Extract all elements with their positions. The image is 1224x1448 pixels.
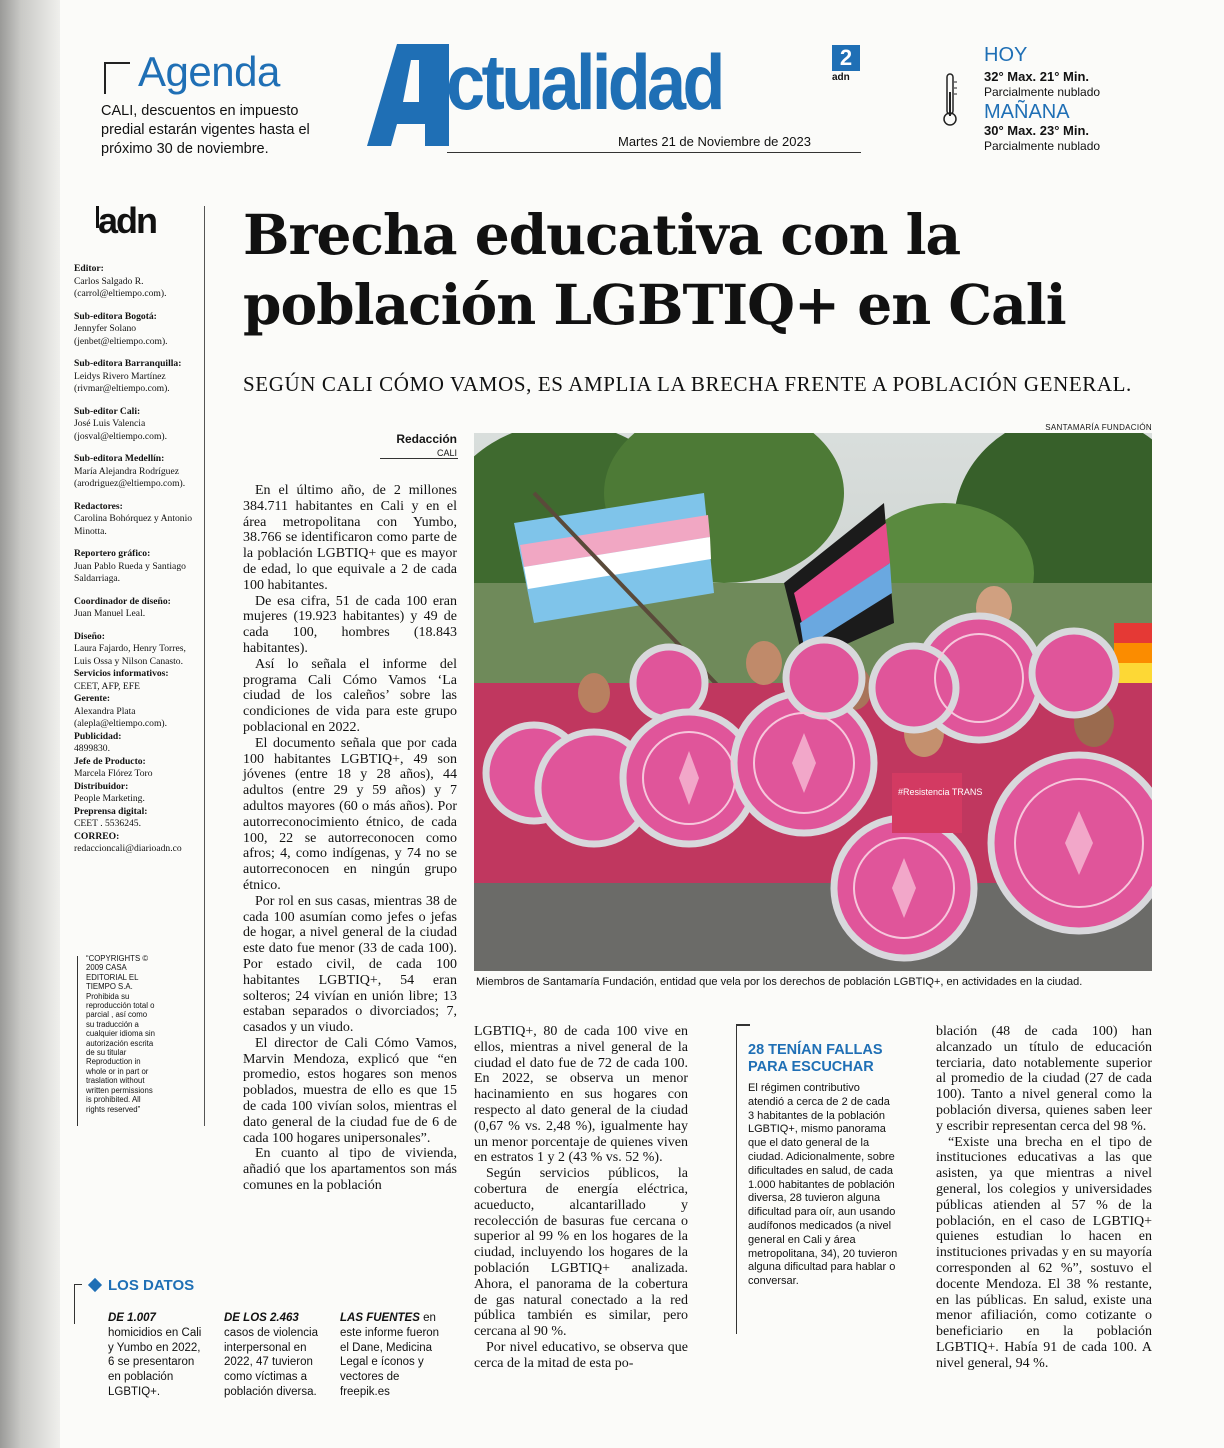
dato-text: en este informe fueron el Dane, Medicina Legal e íconos y vectores de freepik.es (340, 1312, 440, 1398)
issue-date: Martes 21 de Noviembre de 2023 (618, 134, 811, 149)
dato-lead: DE LOS 2.463 (224, 1312, 299, 1324)
article-paragraph: El director de Cali Cómo Vamos, Marvin Mendoza, explicó que “en promedio, estos hogares son menos poblados, muestra de ello es que 15 de cada 100 vivían solos, mientras el dato general de la ciudad fue de 6 de cada 100 hogares unipersonales”. (243, 1035, 457, 1146)
article-paragraph: En cuanto al tipo de vivienda, añadió que los apartamentos son más comunes en la población (243, 1146, 457, 1194)
thermometer-icon (942, 72, 958, 128)
sidebar-title: 28 TENÍAN FALLAS PARA ESCUCHAR (748, 1042, 883, 1075)
article-photo (474, 433, 1152, 971)
dato-text: casos de violencia interpersonal en 2022, 47 tuvieron como víctimas a población diversa. (224, 1326, 318, 1398)
credit-role: CORREO: (74, 830, 120, 842)
credit-role: Distribuidor: (74, 780, 129, 792)
article-subhead: SEGÚN CALI CÓMO VAMOS, ES AMPLIA LA BRECHA FRENTE A POBLACIÓN GENERAL. (243, 372, 1132, 396)
shirt-hashtag: #Resistencia TRANS (898, 787, 983, 797)
dato-item (224, 1311, 324, 1400)
photo-credit: SANTAMARÍA FUNDACIÓN (1045, 423, 1152, 432)
credit-role: Jefe de Producto: (74, 755, 146, 767)
dato-item (340, 1311, 440, 1400)
credit-entry (74, 831, 202, 856)
credit-name: Juan Pablo Rueda y Santiago Saldarriaga. (74, 560, 186, 584)
article-paragraph: Por nivel educativo, se observa que cerca de la mitad de esta po- (474, 1339, 688, 1371)
copyright-notice: “COPYRIGHTS © 2009 CASA EDITORIAL EL TIEMPO S.A. Prohibida su reproducción total o parcial , así como su traducción a cualquier idioma sin autorización escrita de su titular Reproduction in whole or in part or traslation without written permissions is prohibited. All rights reserved” (86, 954, 155, 1114)
section-title: ctualidad (446, 38, 722, 126)
credit-entry (74, 501, 202, 539)
credit-role: Preprensa digital: (74, 805, 148, 817)
credit-role: Sub-editora Medellín: (74, 453, 165, 464)
agenda-title: Agenda (138, 48, 280, 95)
credit-entry (74, 756, 202, 781)
copyright-rule (77, 956, 78, 1126)
article-paragraph: El documento señala que por cada 100 habitantes LGBTIQ+, 49 son jóvenes (entre 18 y 28 años), 44 adultos (entre 29 y 59 años) y 7 adultos mayores (60 o más años). Por autorreconocimiento étnico, de cada 100, 22 se autorreconocen como afros; 4, como indígenas, y 74 no se autorreconocen en ningún grupo étnico. (243, 735, 457, 893)
credit-entry (74, 596, 202, 621)
credit-name: Leidys Rivero Martínez (rivmar@eltiempo.com). (74, 370, 170, 394)
credit-entry (74, 631, 202, 669)
credit-name: Carolina Bohórquez y Antonio Minotta. (74, 513, 193, 537)
page-brand: adn (832, 72, 850, 83)
credit-entry (74, 453, 202, 491)
credit-name: redaccioncali@diarioadn.co (74, 843, 182, 854)
credit-name: 4899830. (74, 743, 110, 754)
credit-name: María Alejandra Rodríguez (arodriguez@eltiempo.com). (74, 465, 186, 489)
agenda-text: CALI, descuentos en impuesto predial estarán vigentes hasta el próximo 30 de noviembre. (101, 103, 310, 157)
staff-credits (74, 263, 202, 856)
datos-diamond-icon (88, 1278, 102, 1292)
credit-entry (74, 781, 202, 806)
weather-tomorrow-label: MAÑANA (984, 101, 1070, 123)
credit-name: Alexandra Plata (alepla@eltiempo.com). (74, 705, 168, 729)
sidebar-rule (736, 1024, 737, 1334)
article-paragraph: En el último año, de 2 millones 384.711 habitantes en Cali y en el área metropolitana con Yumbo, 38.766 se identificaron como parte de la población LGBTIQ+ que es mayor de edad, lo que equivale a 2 de cada 100 habitantes. (243, 483, 457, 593)
credit-role: Diseño: (74, 630, 105, 642)
credit-entry (74, 406, 202, 444)
page-number: 2 (832, 45, 860, 71)
byline-location: CALI (436, 448, 457, 458)
article-paragraph: Así lo señala el informe del programa Cali Cómo Vamos ‘La ciudad de los caleños’ sobre las condiciones de vida para este grupo poblacional en 2022. (243, 656, 457, 735)
credits-divider (204, 206, 205, 1126)
dato-lead: DE 1.007 (108, 1312, 156, 1324)
credit-name: Juan Manuel Leal. (74, 608, 146, 619)
article-paragraph: Por rol en sus casas, mientras 38 de cada 100 asumían como jefes o jefas de hogar, a nivel general de la ciudad este dato fue menor (33 de cada 100). Por estado civil, de cada 100 habitantes LGBTIQ+, 54 eran solteros; 24 vivían en unión libre; 13 estaban separados o divorciados; 7, casados y un viudo. (243, 893, 457, 1036)
dato-text: homicidios en Cali y Yumbo en 2022, 6 se presentaron en población LGBTIQ+. (108, 1326, 202, 1398)
credit-entry (74, 731, 202, 756)
credit-role: Coordinador de diseño: (74, 595, 171, 607)
weather-today-desc: Parcialmente nublado (984, 85, 1101, 99)
credit-entry (74, 806, 202, 831)
credit-name: Laura Fajardo, Henry Torres, Luis Ossa y Nilson Canasto. (74, 643, 186, 667)
credit-role: Redactores: (74, 500, 123, 512)
article-headline: Brecha educativa con la población LGBTIQ+ en Cali (243, 202, 1066, 337)
article-paragraph: blación (48 de cada 100) han alcanzado un título de educación terciaria, dato notablemente superior al promedio de la ciudad (27 de cada 100). Tanto a nivel general como la población diversa, quienes saben leer y escribir representan cerca del 98 %. (936, 1024, 1152, 1134)
credit-role: Sub-editora Barranquilla: (74, 358, 182, 369)
dato-item (108, 1311, 208, 1400)
credit-role: Sub-editora Bogotá: (74, 310, 157, 322)
credit-role: Sub-editor Cali: (74, 405, 141, 417)
credit-name: Marcela Flórez Toro (74, 768, 153, 779)
weather-tomorrow-temp: 30° Max. 23° Min. (984, 123, 1090, 138)
byline: Redacción (396, 432, 457, 446)
credit-entry (74, 311, 202, 349)
credit-entry (74, 358, 202, 396)
article-column-1 (243, 483, 457, 1194)
photo-illustration (474, 433, 1152, 971)
byline-rule (380, 458, 458, 459)
section-logo-a-icon (367, 44, 449, 146)
article-column-2 (474, 1024, 688, 1372)
photo-caption: Miembros de Santamaría Fundación, entidad que vela por los derechos de población LGBTIQ+, en actividades en la ciudad. (476, 976, 1083, 988)
article-paragraph: “Existe una brecha en el tipo de instituciones educativas a las que asisten, ya que mientras a nivel general, los colegios y universidades públicas atienden al 57 % de la población, en el caso de LGBTIQ+ quienes estudian lo hacen en instituciones privadas y en su mayoría corresponden al 62 %”, sostuvo el docente Mendoza. El 38 % restante, en las públicas. En salud, existe una menor afiliación, como cotizante o beneficiario en la población LGBTIQ+. Había 91 de cada 100. A nivel general, 94 %. (936, 1134, 1152, 1371)
credit-role: Editor: (74, 263, 104, 274)
credit-role: Publicidad: (74, 730, 122, 742)
credit-name: CEET . 5536245. (74, 818, 141, 829)
credit-role: Servicios informativos: (74, 668, 169, 679)
sidebar-text: El régimen contributivo atendió a cerca de 2 de cada 3 habitantes de la población LGBTIQ+, mismo panorama que el dato general de la ciudad. Adicionalmente, sobre dificultades en salud, de cada 1.000 habitantes de población diversa, 28 tuvieron alguna dificultad para oír, aun usando audífonos medicados (a nivel general en Cali y área metropolitana, 34), 20 tuvieron alguna dificultad para hablar o conversar. (748, 1082, 898, 1288)
date-rule (447, 152, 861, 153)
article-column-4 (936, 1024, 1152, 1372)
page-fold-shadow (0, 0, 60, 1448)
credit-entry (74, 548, 202, 586)
sidebar-rule-top (736, 1024, 750, 1026)
weather-tomorrow-desc: Parcialmente nublado (984, 139, 1101, 153)
agenda-corner-mark (104, 62, 130, 94)
credit-entry (74, 693, 202, 731)
weather-today-label: HOY (984, 44, 1028, 66)
credit-name: People Marketing. (74, 793, 145, 804)
credit-name: CEET, AFP, EFE (74, 680, 140, 692)
weather-today-temp: 32° Max. 21° Min. (984, 69, 1090, 84)
credit-entry (74, 668, 202, 693)
article-paragraph: De esa cifra, 51 de cada 100 eran mujeres (19.923 habitantes) y 49 de cada 100, hombres (18.843 habitantes). (243, 593, 457, 656)
adn-logo: adn (98, 200, 157, 241)
datos-rule (74, 1284, 75, 1324)
datos-title: LOS DATOS (108, 1277, 195, 1294)
dato-lead: LAS FUENTES (340, 1312, 420, 1324)
credit-role: Gerente: (74, 693, 111, 704)
credit-name: José Luis Valencia (josval@eltiempo.com). (74, 418, 168, 442)
datos-rule-top (74, 1284, 82, 1285)
credit-name: Carlos Salgado R. (carrol@eltiempo.com). (74, 275, 167, 299)
credit-entry (74, 263, 202, 301)
article-paragraph: Según servicios públicos, la cobertura de energía eléctrica, acueducto, alcantarillado y recolección de basuras fue cercana o superior al 99 % en los hogares de la ciudad, incluyendo los hogares de la población LGBTIQ+ analizada. Ahora, el panorama de la cobertura de gas natural conectado a la red pública también es similar, pero cercana al 90 %. (474, 1166, 688, 1340)
credit-name: Jennyfer Solano (jenbet@eltiempo.com). (74, 323, 168, 347)
credit-role: Reportero gráfico: (74, 548, 151, 559)
article-paragraph: LGBTIQ+, 80 de cada 100 vive en ellos, mientras a nivel general de la ciudad el dato fue de 72 de cada 100. En 2022, se observa un menor hacinamiento en sus hogares con respecto al dato general de la ciudad (0,67 % vs. 2,48 %), igualmente hay un menor porcentaje de quienes viven en estratos 1 y 2 (43 % vs. 52 %). (474, 1024, 688, 1166)
